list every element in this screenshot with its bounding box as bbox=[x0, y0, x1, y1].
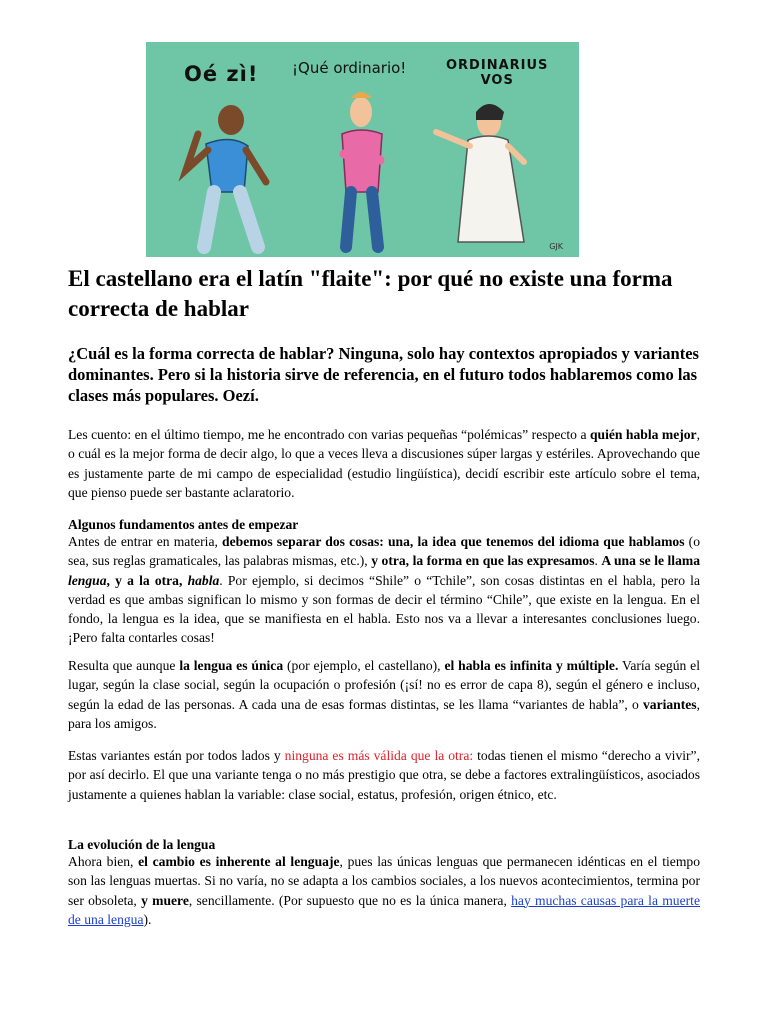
section-heading-evolucion: La evolución de la lengua bbox=[68, 837, 216, 852]
p1-bold-quien-habla-mejor: quién habla mejor bbox=[589, 427, 697, 442]
cartoon-speech-middle: ¡Qué ordinario! bbox=[292, 59, 407, 77]
p2-bold-italic-lengua: lengua bbox=[68, 572, 107, 588]
paragraph-lengua-habla bbox=[68, 532, 700, 648]
p3-text-g: , para los amigos. bbox=[68, 696, 700, 731]
p2-text-e: . bbox=[594, 553, 602, 569]
section-heading-fundamentos: Algunos fundamentos antes de empezar bbox=[68, 517, 299, 532]
header-cartoon-image bbox=[146, 42, 579, 257]
cartoon-signature: GJK bbox=[549, 242, 563, 251]
p3-text-e: Varía según el lugar, según la clase social, según la ocupación o profesión (¡sí! no es error de capa 8), según el género e incluso, según la edad de las personas. A cada una de esas formas distintas, se les llama “variantes de habla”, o bbox=[68, 658, 700, 712]
p5-text-c: , pues las únicas lenguas que permanecen idénticas en el tiempo son las lenguas muertas. Si no varía, no se adapta a los cambios sociales, a los nuevos acontecimientos, termina por ser obsoleta, bbox=[68, 854, 700, 908]
p2-bold-italic-habla: habla bbox=[187, 572, 220, 588]
article-lead: ¿Cuál es la forma correcta de hablar? Ninguna, solo hay contextos apropiados y variantes dominantes. Pero si la historia sirve de referencia, en el futuro todos hablaremos como las clases más populares. Oezí. bbox=[68, 344, 699, 405]
cartoon-speech-left: Oé zì! bbox=[184, 62, 259, 86]
paragraph-cambio bbox=[68, 852, 700, 929]
p4-text-c: todas tienen el mismo “derecho a vivir”, por así decirlo. El que una variante tenga o no más prestigio que otra, se debe a factores extralingüísticos, asociados justamente a quienes hablan la variable: clase social, estatus, profesión, origen étnico, etc. bbox=[68, 748, 700, 802]
p5-text-e: , sencillamente. (Por supuesto que no es la única manera, bbox=[188, 892, 512, 908]
p2-text-j: . Por ejemplo, si decimos “Shile” o “Tchile”, son cosas distintas en el habla, pero la verdad es que ambas significan lo mismo y son formas de decir el término “Chile”, que existe en la lengua. En el fondo, la lengua es la idea, que se manifiesta en el habla. Esto nos va a llevar a interesantes conclusiones luego. ¡Pero falta contarles cosas! bbox=[68, 572, 700, 646]
p2-text-c: (o sea, sus reglas gramaticales, las palabras mismas, etc.), bbox=[68, 534, 701, 569]
p2-bold-f: A una se le llama bbox=[601, 553, 701, 569]
p4-red-highlight: ninguna es más válida que la otra: bbox=[284, 748, 474, 763]
p5-bold-y-muere: y muere bbox=[141, 892, 189, 908]
p3-bold-d: el habla es infinita y múltiple. bbox=[444, 658, 619, 673]
cartoon-speech-right-line2: VOS bbox=[480, 73, 514, 88]
p1-text-a: Les cuento: en el último tiempo, me he encontrado con varias pequeñas “polémicas” respecto a bbox=[68, 427, 590, 442]
p1-text-c: , o cuál es la mejor forma de decir algo, lo que a veces lleva a discusiones súper largas y estériles. Aprovechando que es justamente parte de mi campo de especialidad (estudio lingüística), decidí escribir este artículo sobre el tema, que pienso puede ser bastante aclaratorio. bbox=[68, 427, 700, 500]
p2-bold-d: y otra, la forma en que las expresamos bbox=[371, 553, 595, 569]
p2-bold-h: , y a la otra, bbox=[106, 572, 188, 588]
p3-bold-b: la lengua es única bbox=[179, 658, 284, 673]
p5-bold-b: el cambio es inherente al lenguaje bbox=[138, 854, 340, 869]
link-causas-muerte-lengua[interactable]: hay muchas causas para la muerte de una lengua bbox=[68, 892, 700, 927]
p5-text-f: ). bbox=[143, 911, 152, 927]
cartoon-speech-right bbox=[446, 58, 548, 88]
p3-text-a: Resulta que aunque bbox=[68, 658, 180, 673]
article-title: El castellano era el latín "flaite": por qué no existe una forma correcta de hablar bbox=[68, 266, 673, 321]
paragraph-validez bbox=[68, 746, 700, 804]
paragraph-variantes bbox=[68, 656, 700, 733]
cartoon-speech-right-line1: ORDINARIUS bbox=[446, 58, 549, 73]
paragraph-intro bbox=[68, 425, 700, 502]
p4-text-a: Estas variantes están por todos lados y bbox=[68, 748, 285, 763]
p3-text-c: (por ejemplo, el castellano), bbox=[283, 658, 445, 673]
p3-bold-variantes: variantes bbox=[642, 696, 697, 712]
p2-bold-b: debemos separar dos cosas: una, la idea que tenemos del idioma que hablamos bbox=[222, 534, 685, 549]
p2-text-a: Antes de entrar en materia, bbox=[68, 534, 223, 549]
p5-text-a: Ahora bien, bbox=[68, 854, 139, 869]
